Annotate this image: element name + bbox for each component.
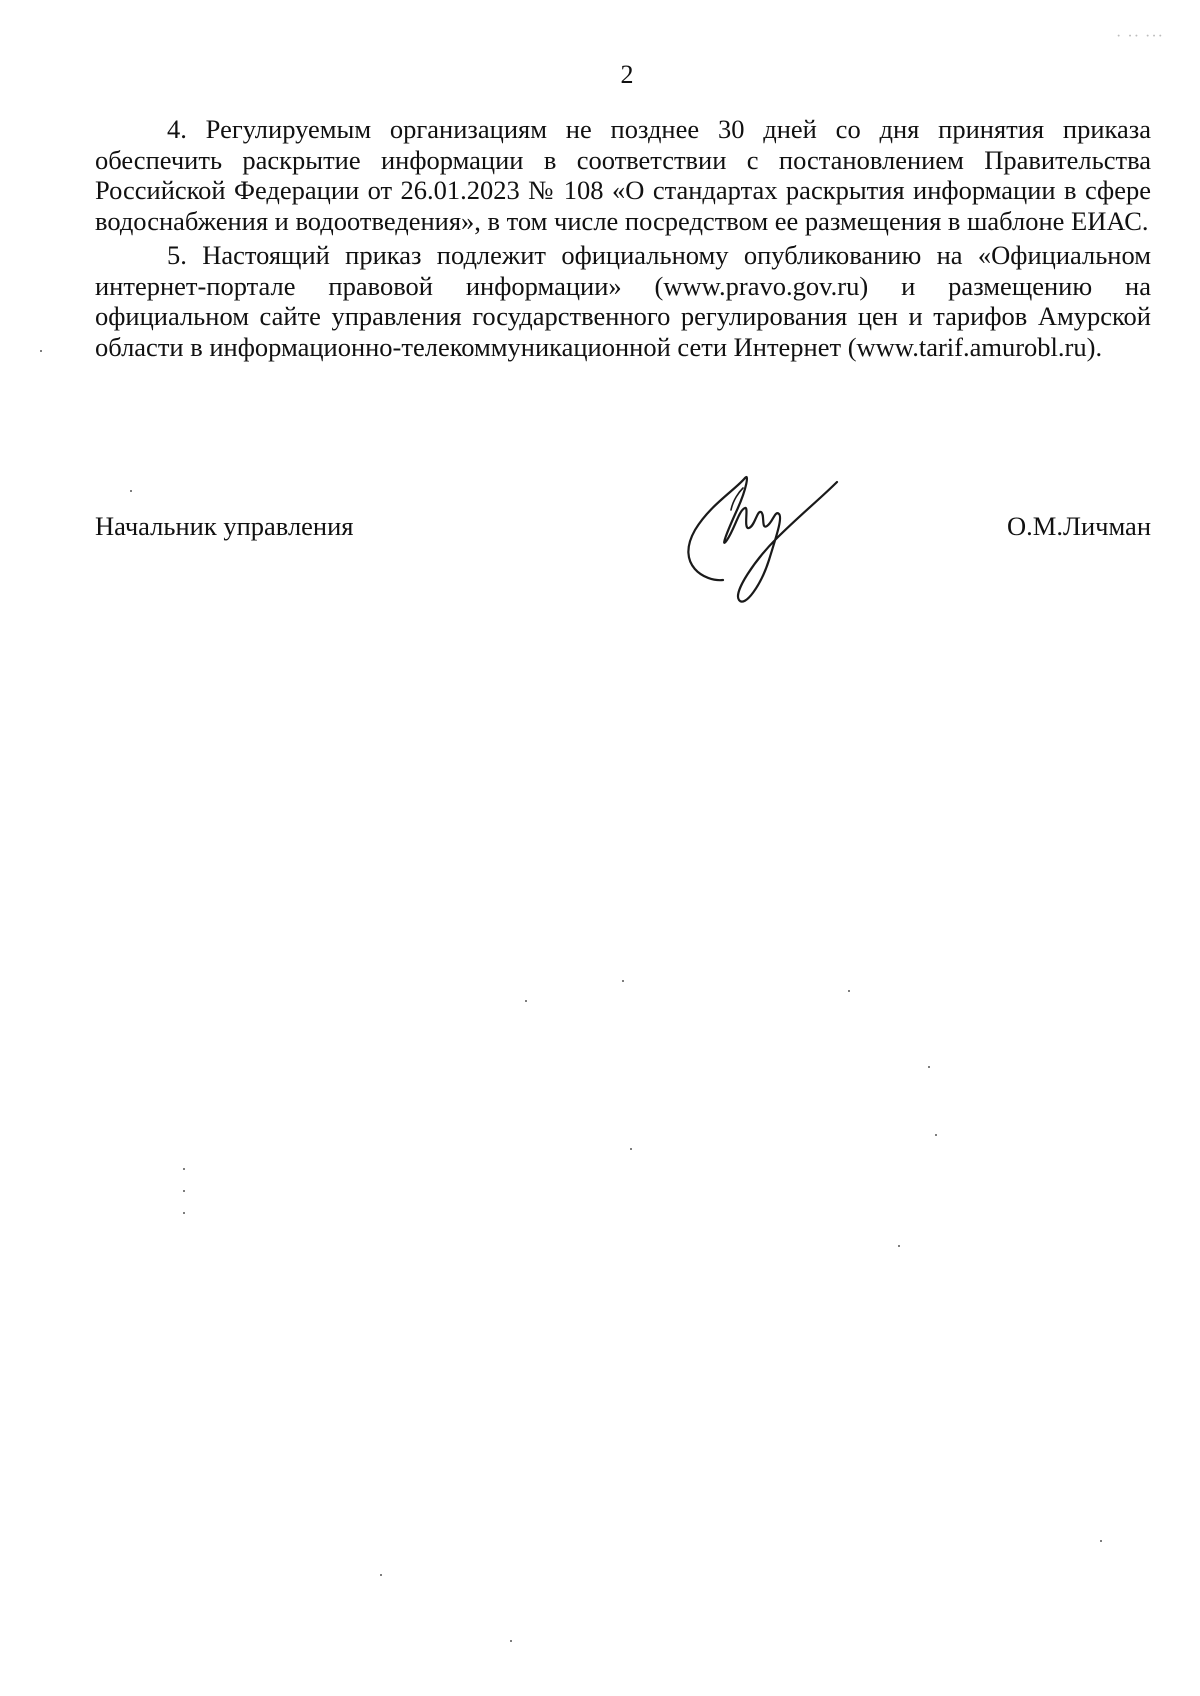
- scan-speck: [130, 490, 132, 492]
- scan-speck: [380, 1574, 382, 1576]
- handwritten-signature-icon: [665, 470, 845, 610]
- scan-speck: [622, 980, 624, 982]
- scan-speck: [928, 1066, 930, 1068]
- scan-speck: [510, 1640, 512, 1642]
- signatory-title: Начальник управления: [95, 511, 354, 541]
- page-number: 2: [620, 60, 634, 89]
- scan-speck: [1100, 1540, 1102, 1542]
- scan-speck: [898, 1245, 900, 1247]
- scan-speck: [935, 1134, 937, 1136]
- scan-speck: [848, 990, 850, 992]
- scan-speck: [525, 1000, 527, 1002]
- corner-stamp-mark: · ·· ···: [1116, 28, 1164, 45]
- scan-speck: [183, 1190, 185, 1192]
- scan-speck: [630, 1148, 632, 1150]
- scan-speck: [183, 1168, 185, 1170]
- document-body: [95, 114, 1151, 362]
- scan-speck: [183, 1212, 185, 1214]
- scan-speck: [40, 350, 42, 352]
- paragraph-4: 4. Регулируемым организациям не позднее 30 дней со дня принятия приказа обеспечить раскрытие информации в соответствии с постановлением Правительства Российской Федерации от 26.01.2023 № 108 «О стандартах раскрытия информации в сфере водоснабжения и водоотведения», в том числе посредством ее размещения в шаблоне ЕИАС.: [95, 114, 1151, 236]
- signature-block: [95, 508, 1151, 544]
- paragraph-5: 5. Настоящий приказ подлежит официальному опубликованию на «Официальном интернет-портале правовой информации» (www.pravo.gov.ru) и размещению на официальном сайте управления государственного регулирования цен и тарифов Амурской области в информационно-телекоммуникационной сети Интернет (www.tarif.amurobl.ru).: [95, 240, 1151, 362]
- signatory-name: О.М.Личман: [1007, 511, 1151, 541]
